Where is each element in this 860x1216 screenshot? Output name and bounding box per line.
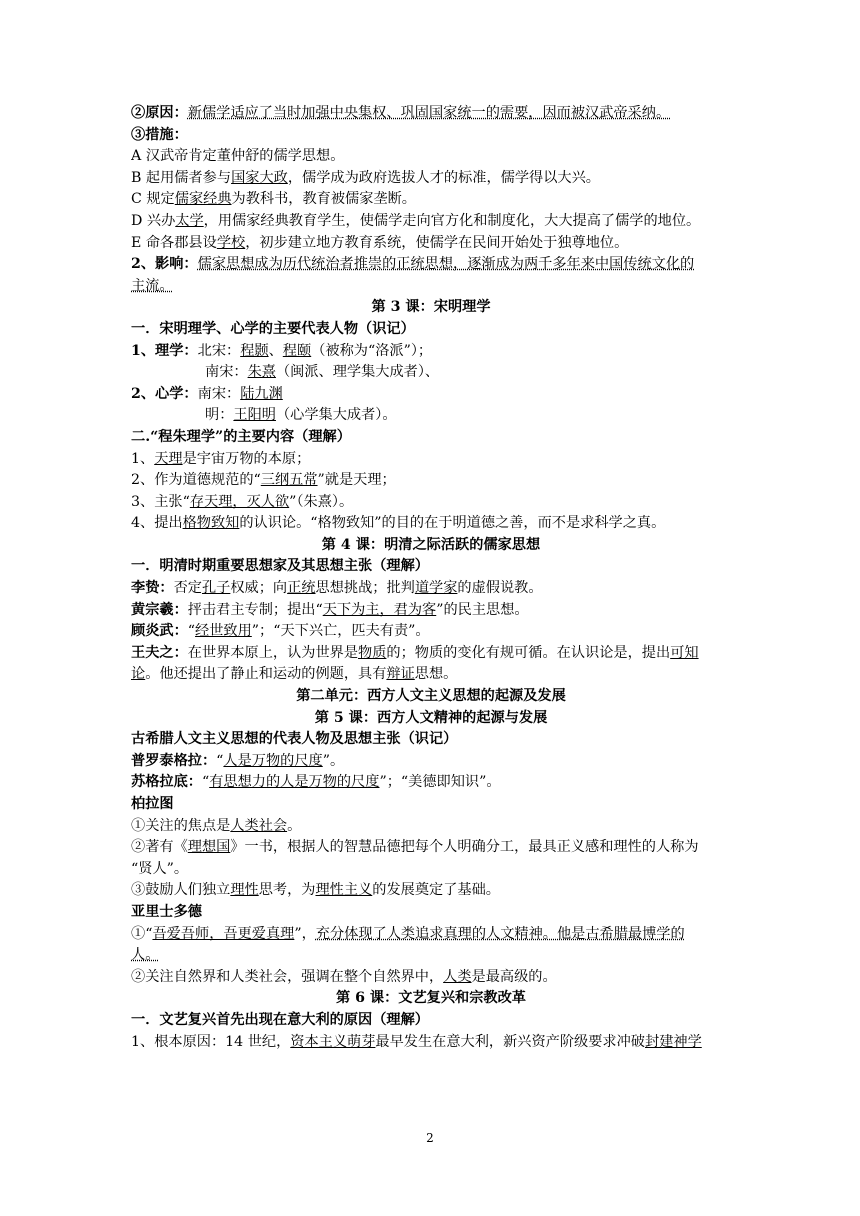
text-run: 的认识论。“格物致知”的目的在于明道德之善，而不是求科学之真。 bbox=[239, 515, 666, 532]
text-run: ②关注自然界和人类社会，强调在整个自然界中， bbox=[131, 968, 444, 985]
underlined-term: 新儒学适应了当时加强中央集权、巩固国家统一的需要，因而被汉武帝采纳。 bbox=[187, 105, 671, 121]
text-line bbox=[131, 125, 731, 147]
text-run: 黄宗羲： bbox=[131, 601, 188, 618]
text-line bbox=[131, 297, 731, 319]
text-line bbox=[131, 276, 731, 298]
text-run: 2、心学： bbox=[131, 385, 198, 402]
text-line bbox=[131, 1010, 731, 1032]
text-run: ，初步建立地方教育系统，使儒学在民间开始处于独尊地位。 bbox=[245, 234, 629, 251]
text-line bbox=[131, 341, 731, 363]
text-line bbox=[131, 643, 731, 665]
underlined-term: 辩证 bbox=[386, 666, 415, 683]
text-run: 明： bbox=[205, 407, 234, 424]
text-line bbox=[131, 945, 731, 967]
text-line bbox=[131, 556, 731, 578]
text-line bbox=[131, 664, 731, 686]
text-run: 南宋： bbox=[197, 385, 241, 402]
text-run: 柏拉图 bbox=[131, 796, 174, 812]
underlined-term: 论 bbox=[131, 666, 146, 683]
text-run: 一．明清时期重要思想家及其思想主张（理解） bbox=[131, 558, 429, 575]
text-run: B 起用儒者参与 bbox=[131, 169, 232, 186]
text-line bbox=[131, 427, 731, 449]
text-run: ②著有《 bbox=[131, 839, 188, 856]
text-line bbox=[131, 880, 731, 902]
text-run: ”的民主思想。 bbox=[436, 601, 529, 618]
underlined-term: 人。 bbox=[131, 947, 160, 964]
text-run: 2、影响： bbox=[131, 256, 198, 273]
text-line bbox=[131, 967, 731, 989]
text-run: “贤人”。 bbox=[131, 860, 189, 877]
text-run: 南宋： bbox=[205, 364, 248, 381]
text-run: 否定 bbox=[173, 580, 202, 597]
underlined-term: 物质 bbox=[358, 644, 387, 661]
text-line bbox=[131, 708, 731, 730]
underlined-term: 正统 bbox=[287, 580, 316, 597]
text-run: 王夫之： bbox=[131, 644, 188, 661]
text-run: 》一书，根据人的智慧品德把每个人明确分工，最具正义感和理性的人称为 bbox=[230, 839, 699, 856]
text-line bbox=[131, 902, 731, 924]
underlined-term: 人是万物的尺度 bbox=[223, 752, 323, 769]
text-line bbox=[131, 729, 731, 751]
text-run: 一．文艺复兴首先出现在意大利的原因（理解） bbox=[131, 1011, 429, 1028]
text-run: 的发展奠定了基础。 bbox=[372, 882, 500, 899]
text-run: 第 3 课：宋明理学 bbox=[371, 299, 491, 316]
text-line bbox=[131, 578, 731, 600]
text-run: 的；物质的变化有规可循。在认识论是，提出 bbox=[386, 644, 671, 661]
text-run: 普罗泰格拉： bbox=[131, 752, 217, 769]
text-run: 、 bbox=[268, 342, 283, 359]
text-line bbox=[131, 103, 731, 125]
underlined-term: 天理 bbox=[154, 450, 183, 467]
underlined-term: 太学 bbox=[175, 212, 204, 229]
underlined-term: 充分体现了人类追求真理的人文精神。他是古希腊最博学的 bbox=[315, 925, 685, 942]
text-line bbox=[131, 859, 731, 881]
text-line bbox=[131, 794, 731, 816]
text-line bbox=[131, 362, 731, 384]
text-run: 的虚假说教。 bbox=[457, 580, 543, 597]
text-line bbox=[131, 535, 731, 557]
text-line bbox=[131, 751, 731, 773]
text-line bbox=[131, 513, 731, 535]
underlined-term: 程颢 bbox=[240, 342, 269, 359]
text-run: 为教科书，教育被儒家垄断。 bbox=[231, 191, 416, 208]
text-line bbox=[131, 211, 731, 233]
text-run: ②原因： bbox=[131, 105, 188, 121]
text-run: 抨击君主专制；提出“ bbox=[187, 601, 323, 618]
text-run: 亚里士多德 bbox=[131, 903, 202, 920]
text-run: “ bbox=[201, 774, 210, 791]
underlined-term: 主流。 bbox=[131, 277, 174, 294]
text-line bbox=[131, 837, 731, 859]
underlined-term: 程颐 bbox=[282, 342, 312, 359]
text-run: 第二单元：西方人文主义思想的起源及发展 bbox=[296, 688, 566, 705]
text-run: 。他还提出了静止和运动的例题，具有 bbox=[145, 666, 387, 683]
underlined-term: 孔子 bbox=[201, 580, 231, 597]
text-run: 是宇宙万物的本原； bbox=[182, 450, 311, 467]
text-run: 1、理学： bbox=[131, 342, 198, 359]
text-run: ”。 bbox=[322, 752, 345, 769]
text-run: 李贽： bbox=[131, 580, 174, 597]
text-run: ，儒学成为政府选拔人才的标准，儒学得以大兴。 bbox=[287, 169, 600, 186]
text-run: 思想挑战；批判 bbox=[315, 580, 415, 597]
text-line bbox=[131, 189, 731, 211]
text-line bbox=[131, 233, 731, 255]
text-run: 古希腊人文主义思想的代表人物及思想主张（识记） bbox=[131, 731, 458, 748]
underlined-term: 国家大政 bbox=[231, 169, 288, 186]
underlined-term: 陆九渊 bbox=[240, 385, 283, 402]
underlined-term: 吾爱吾师，吾更爱真理 bbox=[152, 925, 295, 942]
text-run: ”；“天下兴亡，匹夫有责”。 bbox=[251, 623, 430, 640]
text-run: 第 6 课：文艺复兴和宗教改革 bbox=[335, 990, 526, 1007]
text-line bbox=[131, 600, 731, 622]
text-run: 苏格拉底： bbox=[131, 774, 202, 791]
underlined-term: 资本主义萌芽 bbox=[290, 1033, 376, 1050]
text-run: （闽派、理学集大成者）、 bbox=[275, 364, 440, 381]
underlined-term: 理想国 bbox=[187, 839, 231, 856]
text-run: 北宋： bbox=[197, 342, 241, 359]
text-line bbox=[131, 449, 731, 471]
text-line bbox=[131, 319, 731, 341]
text-run: ”就是天理； bbox=[317, 472, 396, 489]
underlined-term: 道学家 bbox=[414, 580, 458, 597]
underlined-term: 学校 bbox=[216, 234, 246, 251]
text-run: 思想。 bbox=[414, 666, 458, 683]
text-run: （被称为“洛派”）； bbox=[311, 342, 433, 359]
underlined-term: 封建神学 bbox=[645, 1033, 702, 1050]
text-line bbox=[131, 988, 731, 1010]
text-run: ③鼓励人们独立 bbox=[131, 882, 231, 899]
text-line bbox=[131, 405, 731, 427]
page-number: 2 bbox=[426, 1131, 434, 1145]
underlined-term: 人类社会 bbox=[230, 817, 288, 834]
underlined-term: 理性 bbox=[230, 882, 259, 899]
underlined-term: 天下为主，君为客 bbox=[322, 601, 437, 618]
text-line bbox=[131, 816, 731, 838]
text-run: ”；“美德即知识”。 bbox=[379, 774, 501, 791]
text-run: D 兴办 bbox=[131, 212, 176, 229]
underlined-term: 朱熹 bbox=[247, 364, 276, 381]
text-line bbox=[131, 168, 731, 190]
text-line bbox=[131, 1032, 731, 1054]
text-run: E 命各郡县设 bbox=[131, 234, 217, 251]
text-line bbox=[131, 470, 731, 492]
text-run: 4、提出 bbox=[131, 515, 183, 532]
text-run: 思考，为 bbox=[258, 882, 316, 899]
text-run: 1、 bbox=[131, 450, 155, 467]
underlined-term: 王阳明 bbox=[233, 407, 276, 424]
text-line bbox=[131, 772, 731, 794]
document-body bbox=[131, 103, 731, 1053]
text-run: ”， bbox=[294, 925, 316, 942]
text-run: 是最高级的。 bbox=[471, 968, 557, 985]
text-run: 在世界本原上，认为世界是 bbox=[187, 644, 359, 661]
underlined-term: 理性主义 bbox=[315, 882, 373, 899]
text-run: 1、根本原因：14 世纪， bbox=[131, 1033, 291, 1050]
text-line bbox=[131, 924, 731, 946]
text-run: C 规定 bbox=[131, 191, 175, 208]
text-run: 权威；向 bbox=[230, 580, 288, 597]
text-run: 二.“程朱理学”的主要内容（理解） bbox=[131, 428, 351, 445]
text-run: 顾炎武： bbox=[131, 623, 188, 640]
text-run: A 汉武帝肯定董仲舒的儒学思想。 bbox=[131, 148, 345, 165]
text-run: 。 bbox=[287, 817, 302, 834]
text-line bbox=[131, 621, 731, 643]
underlined-term: 儒家经典 bbox=[174, 191, 232, 208]
underlined-term: 有思想力的人是万物的尺度 bbox=[209, 774, 380, 791]
text-line bbox=[131, 492, 731, 514]
text-line bbox=[131, 384, 731, 406]
text-run: ”（朱熹）。 bbox=[289, 493, 354, 510]
text-run: 第 4 课：明清之际活跃的儒家思想 bbox=[321, 536, 541, 553]
text-run: ①关注的焦点是 bbox=[131, 817, 231, 834]
underlined-term: 人类 bbox=[443, 968, 472, 985]
text-line bbox=[131, 146, 731, 168]
text-line bbox=[131, 254, 731, 276]
text-run: 最早发生在意大利，新兴资产阶级要求冲破 bbox=[375, 1033, 645, 1050]
underlined-term: 经世致用 bbox=[195, 623, 252, 640]
underlined-term: 可知 bbox=[670, 644, 699, 661]
underlined-term: 存天理，灭人欲 bbox=[189, 493, 290, 510]
text-run: ，用儒家经典教育学生，使儒学走向官方化和制度化，大大提高了儒学的地位。 bbox=[203, 212, 701, 229]
text-run: “ bbox=[187, 623, 196, 640]
underlined-term: 儒家思想成为历代统治者推崇的正统思想，逐渐成为两千多年来中国传统文化的 bbox=[197, 256, 695, 273]
text-line bbox=[131, 686, 731, 708]
underlined-term: 三纲五常 bbox=[260, 472, 318, 489]
underlined-term: 格物致知 bbox=[182, 515, 240, 532]
text-run: 3、主张“ bbox=[131, 493, 190, 510]
text-run: ③措施： bbox=[131, 126, 188, 143]
text-run: 第 5 课：西方人文精神的起源与发展 bbox=[314, 709, 548, 726]
text-run: “ bbox=[216, 752, 224, 769]
text-run: （心学集大成者）。 bbox=[275, 407, 397, 424]
text-run: 2、作为道德规范的“ bbox=[131, 472, 261, 489]
text-run: ①“ bbox=[131, 925, 153, 942]
text-run: 一．宋明理学、心学的主要代表人物（识记） bbox=[131, 320, 415, 337]
